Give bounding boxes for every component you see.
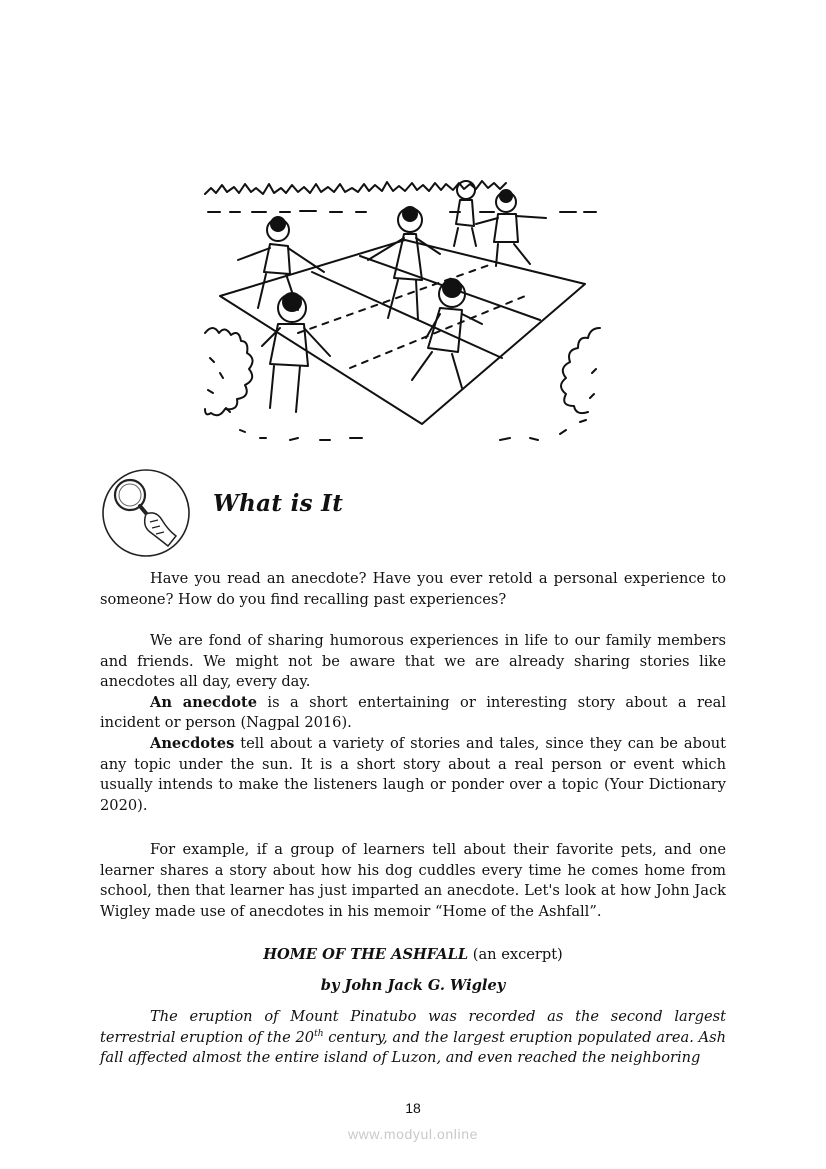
magnifying-glass-icon [100, 468, 196, 558]
children-playing-illustration [200, 168, 604, 448]
intro-paragraph-block [100, 569, 726, 610]
story-byline [100, 976, 726, 996]
watermark: www.modyul.online [347, 1126, 479, 1142]
excerpt-superscript: th [314, 1028, 324, 1039]
story-excerpt [100, 1007, 726, 1069]
excerpt-text-1: The eruption of Mount Pinatubo was recorded as the second largest terrestrial eruption of the 20 [100, 1008, 726, 1046]
anecdotes-term: Anecdotes [150, 734, 235, 752]
example-paragraph-block [100, 840, 726, 922]
anecdotes-paragraph [100, 734, 726, 816]
story-title [100, 945, 726, 965]
excerpt-paragraph [100, 1007, 726, 1069]
intro-paragraph: Have you read an anecdote? Have you ever retold a personal experience to someone? How do you find recalling past experiences? [100, 570, 726, 608]
byline-text: by John Jack G. Wigley [320, 977, 506, 994]
definition-text: is a short entertaining or interesting story about a real incident or person (Nagpal 2016). [100, 693, 726, 732]
anecdote-explanation-block [100, 631, 726, 816]
story-title-suffix: (an excerpt) [468, 946, 563, 963]
page-number: 18 [405, 1100, 421, 1116]
anecdotes-text: tell about a variety of stories and tales, since they can be about any topic under the sun. It is a short story about a real person or event which usually intends to make the listeners laugh or ponder over a topic (Your Dictionary 2020). [100, 734, 726, 814]
definition-term: An anecdote [150, 693, 257, 711]
section-title: What is It [213, 490, 344, 517]
excerpt-text-2: century, and the largest eruption populated area. Ash fall affected almost the entire island of Luzon, and even reached the neighboring [100, 1028, 726, 1067]
definition-paragraph [100, 693, 726, 734]
sharing-paragraph: We are fond of sharing humorous experiences in life to our family members and friends. We might not be aware that we are already sharing stories like anecdotes all day, every day. [100, 632, 726, 691]
story-title-text: HOME OF THE ASHFALL [263, 946, 469, 963]
example-paragraph: For example, if a group of learners tell about their favorite pets, and one learner shares a story about how his dog cuddles every time he comes home from school, then that learner has just imparted an anecdote. Let's look at how John Jack Wigley made use of anecdotes in his memoir “Home of the Ashfall”. [100, 841, 726, 920]
